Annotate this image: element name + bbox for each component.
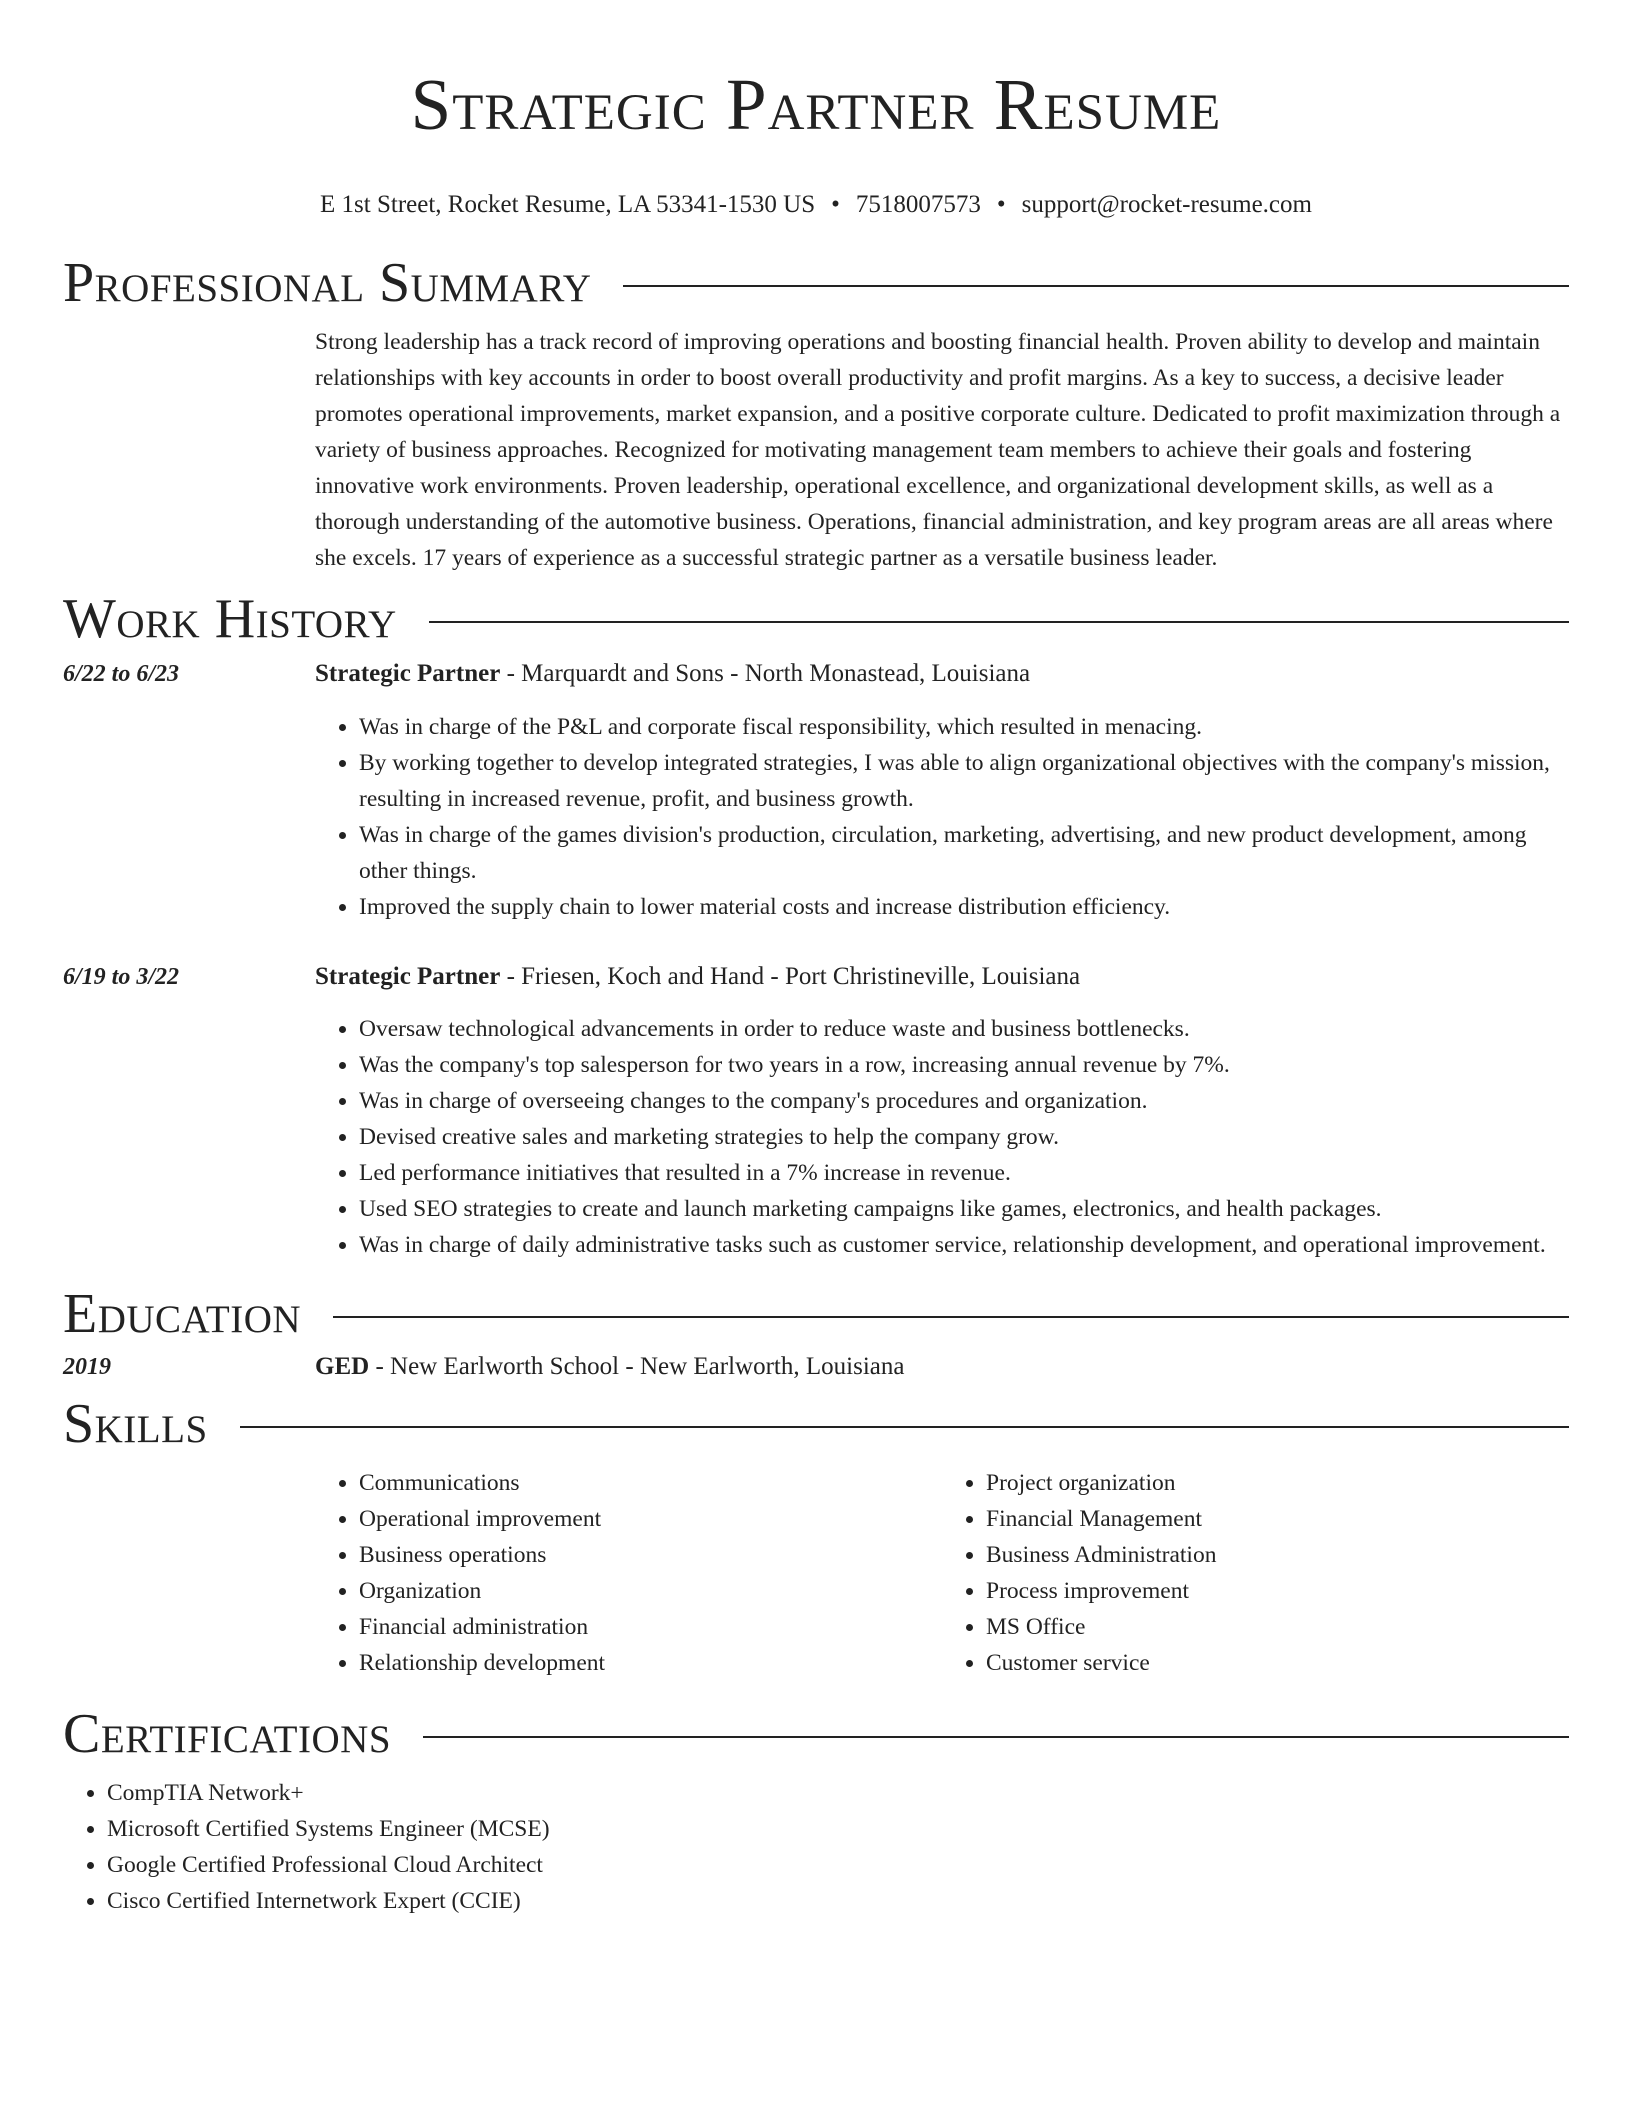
separator: • — [996, 191, 1006, 218]
job-details: - Friesen, Koch and Hand - Port Christineville, Louisiana — [500, 963, 1081, 990]
section-heading: Education — [63, 1283, 302, 1345]
education-role — [315, 1349, 1569, 1385]
job-dates: 6/19 to 3/22 — [63, 964, 180, 990]
skill-item: • Organization — [359, 1573, 942, 1609]
job-role — [315, 959, 1569, 995]
section-heading: Certifications — [63, 1703, 392, 1765]
skill-item: • Operational improvement — [359, 1501, 942, 1537]
job-bullets — [315, 709, 1569, 925]
certifications-list — [63, 1775, 1569, 1919]
list-item: • Oversaw technological advancements in order to reduce waste and business bottlenecks. — [359, 1011, 1569, 1047]
address: E 1st Street, Rocket Resume, LA 53341-1530 US — [320, 191, 816, 218]
section-rule — [423, 1736, 1569, 1738]
skill-item: • Business operations — [359, 1537, 942, 1573]
skill-item: • Project organization — [986, 1465, 1569, 1501]
job-entry — [63, 959, 1569, 1263]
separator: • — [831, 191, 840, 218]
list-item: • Was in charge of overseeing changes to the company's procedures and organization. — [359, 1083, 1569, 1119]
skill-item: • Relationship development — [359, 1645, 942, 1681]
contact-line — [63, 190, 1569, 220]
job-details: - Marquardt and Sons - North Monastead, Louisiana — [500, 660, 1031, 687]
section-rule — [240, 1426, 1569, 1428]
list-item: • Improved the supply chain to lower material costs and increase distribution efficiency. — [359, 889, 1569, 925]
education-details: - New Earlworth School - New Earlworth, Louisiana — [369, 1353, 905, 1380]
skill-item: • Customer service — [986, 1645, 1569, 1681]
skills-right — [942, 1465, 1569, 1681]
skill-item: • Communications — [359, 1465, 942, 1501]
section-summary — [63, 250, 1569, 316]
education-entry — [63, 1349, 1569, 1385]
section-rule — [333, 1316, 1569, 1318]
summary-text: Strong leadership has a track record of improving operations and boosting financial health. Proven ability to develop and maintain relationships with key accounts in order to boost overall productivity and profit margins. As a key to success, a decisive leader promotes operational improvements, market expansion, and a positive corporate culture. Dedicated to profit maximization through a variety of business approaches. Recognized for motivating management team members to achieve their goals and fostering innovative work environments. Proven leadership, operational excellence, and organizational development skills, as well as a thorough understanding of the automotive business. Operations, financial administration, and key program areas are all areas where she excels. 17 years of experience as a successful strategic partner as a versatile business leader. — [315, 329, 1561, 571]
skill-item: • Financial administration — [359, 1609, 942, 1645]
job-title: Strategic Partner — [315, 963, 501, 990]
certification-item: • CompTIA Network+ — [107, 1775, 1569, 1811]
section-heading: Work History — [63, 588, 397, 650]
section-heading: Professional Summary — [63, 252, 592, 314]
skills-columns — [315, 1465, 1569, 1681]
education-degree: GED — [315, 1353, 370, 1380]
skills-left — [315, 1465, 942, 1681]
job-dates: 6/22 to 6/23 — [63, 661, 180, 687]
section-rule — [429, 621, 1569, 623]
list-item: • Was in charge of the P&L and corporate fiscal responsibility, which resulted in menacing. — [359, 709, 1569, 745]
skill-item: • MS Office — [986, 1609, 1569, 1645]
list-item: • By working together to develop integrated strategies, I was able to align organizational objectives with the company's mission, resulting in increased revenue, profit, and business growth. — [359, 745, 1569, 817]
job-role — [315, 656, 1569, 692]
section-work-history — [63, 586, 1569, 652]
email: support@rocket-resume.com — [1021, 191, 1312, 218]
section-heading: Skills — [63, 1393, 208, 1455]
job-title: Strategic Partner — [315, 660, 501, 687]
list-item: • Was the company's top salesperson for two years in a row, increasing annual revenue by 7%. — [359, 1047, 1569, 1083]
certification-item: • Microsoft Certified Systems Engineer (MCSE) — [107, 1811, 1569, 1847]
resume-title: Strategic Partner Resume — [410, 64, 1222, 145]
certification-item: • Cisco Certified Internetwork Expert (CCIE) — [107, 1883, 1569, 1919]
phone: 7518007573 — [855, 191, 981, 218]
list-item: • Used SEO strategies to create and launch marketing campaigns like games, electronics, and health packages. — [359, 1191, 1569, 1227]
certification-item: • Google Certified Professional Cloud Architect — [107, 1847, 1569, 1883]
section-rule — [623, 285, 1569, 287]
job-entry — [63, 656, 1569, 925]
education-year: 2019 — [63, 1354, 111, 1380]
list-item: • Was in charge of daily administrative tasks such as customer service, relationship development, and operational improvement. — [359, 1227, 1569, 1263]
list-item: • Was in charge of the games division's production, circulation, marketing, advertising, and new product development, among other things. — [359, 817, 1569, 889]
job-bullets — [315, 1011, 1569, 1263]
skill-item: • Process improvement — [986, 1573, 1569, 1609]
list-item: • Led performance initiatives that resulted in a 7% increase in revenue. — [359, 1155, 1569, 1191]
skill-item: • Financial Management — [986, 1501, 1569, 1537]
section-certifications — [63, 1701, 1569, 1767]
skill-item: • Business Administration — [986, 1537, 1569, 1573]
section-skills — [63, 1391, 1569, 1457]
list-item: • Devised creative sales and marketing strategies to help the company grow. — [359, 1119, 1569, 1155]
section-education — [63, 1281, 1569, 1347]
